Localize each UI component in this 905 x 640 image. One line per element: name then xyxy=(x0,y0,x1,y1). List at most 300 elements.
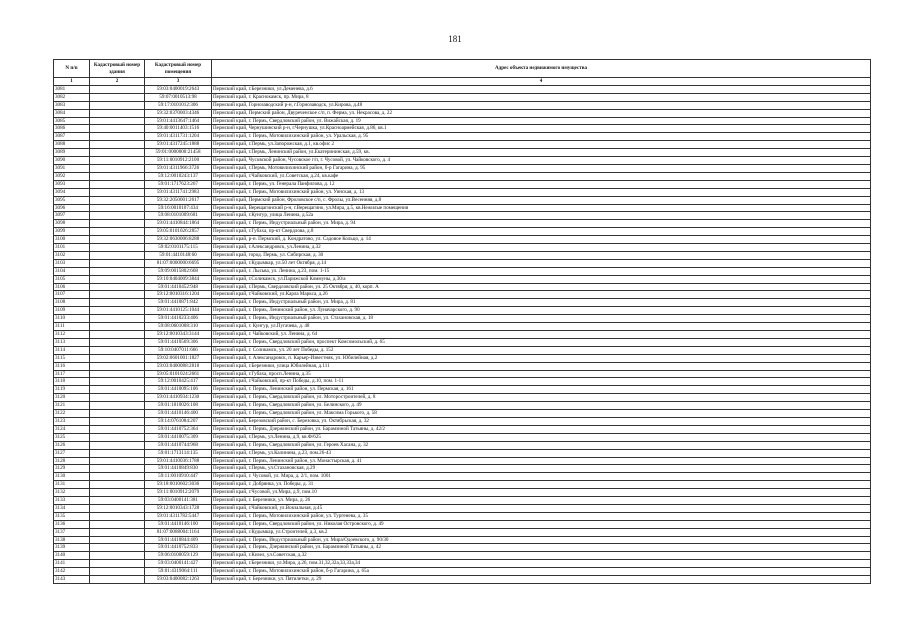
building-cadastral-number xyxy=(90,497,145,505)
premises-cadastral-number: 59:12:0010425:417 xyxy=(145,378,212,386)
property-address: Пермский край, г. Пермь, Свердловский район, проспект Комсомольский, д. 65 xyxy=(212,338,871,346)
property-address: Пермский край, г. Пермь, Свердловский район, ул. Вижайская, д. 19 xyxy=(212,117,871,125)
building-cadastral-number xyxy=(90,520,145,528)
property-address: Пермский край, г. Пермь, Мотовилихинский район, ул. Уинская, д. 13 xyxy=(212,188,871,196)
premises-cadastral-number: 59:05:0101026:2857 xyxy=(145,228,212,236)
property-address: Пермский край, г. Пермь, Свердловский район, ул. Моторостроителей, д. 8 xyxy=(212,394,871,402)
building-cadastral-number xyxy=(90,109,145,117)
premises-cadastral-number: 81:07:0000000:6695 xyxy=(145,259,212,267)
property-address: Пермский край, г. Пермь, Индустриальный район, ул. Мира, д. 81 xyxy=(212,299,871,307)
building-cadastral-number xyxy=(90,449,145,457)
building-cadastral-number xyxy=(90,259,145,267)
premises-cadastral-number: 59:01:4413647:1464 xyxy=(145,117,212,125)
table-row xyxy=(54,386,871,394)
table-row xyxy=(54,473,871,481)
row-number: 3109 xyxy=(54,307,90,315)
property-address: Пермский край, г. Пермь, Мотовилихинский район, б-р Гагарина, д. 65а xyxy=(212,568,871,576)
premises-cadastral-number: 59:01:4410844:1864 xyxy=(145,220,212,228)
table-row xyxy=(54,417,871,425)
premises-cadastral-number: 59:01:4410036:1788 xyxy=(145,457,212,465)
row-number: 3086 xyxy=(54,125,90,133)
premises-cadastral-number: 59:14:0761084:207 xyxy=(145,417,212,425)
building-cadastral-number xyxy=(90,93,145,101)
building-cadastral-number xyxy=(90,338,145,346)
row-number: 3140 xyxy=(54,552,90,560)
premises-cadastral-number: 59:01:4410844:409 xyxy=(145,536,212,544)
table-row xyxy=(54,568,871,576)
property-address: Пермский край, г. Добрянка, ул. Победы, д. 31 xyxy=(212,481,871,489)
row-number: 3112 xyxy=(54,331,90,339)
row-number: 3114 xyxy=(54,346,90,354)
row-number: 3134 xyxy=(54,504,90,512)
building-cadastral-number xyxy=(90,85,145,93)
table-row xyxy=(54,117,871,125)
table-row xyxy=(54,299,871,307)
table-row xyxy=(54,528,871,536)
column-number: 3 xyxy=(145,78,212,86)
building-cadastral-number xyxy=(90,172,145,180)
building-cadastral-number xyxy=(90,283,145,291)
building-cadastral-number xyxy=(90,370,145,378)
building-cadastral-number xyxy=(90,251,145,259)
building-cadastral-number xyxy=(90,133,145,141)
premises-cadastral-number: 59:03:0400141:427 xyxy=(145,560,212,568)
property-address: Пермский край, Верещагинский р-н, г.Верещагино, ул.Мира, д.5, кв.Нежилые помещения xyxy=(212,204,871,212)
table-row xyxy=(54,109,871,117)
column-number: 4 xyxy=(212,78,871,86)
table-row xyxy=(54,307,871,315)
property-address: Пермский край, г. Пермь, Ленинский район, ул. Пермская, д. 161 xyxy=(212,386,871,394)
table-row xyxy=(54,536,871,544)
premises-cadastral-number: 59:32:0630006:8288 xyxy=(145,236,212,244)
building-cadastral-number xyxy=(90,568,145,576)
row-number: 3091 xyxy=(54,164,90,172)
property-address: Пермский край, г.Березники, улица Юбилейная, д.111 xyxy=(212,362,871,370)
building-cadastral-number xyxy=(90,291,145,299)
building-cadastral-number xyxy=(90,228,145,236)
row-number: 3129 xyxy=(54,465,90,473)
table-row xyxy=(54,212,871,220)
row-number: 3133 xyxy=(54,497,90,505)
property-address: Пермский край, г.Губаха, просп.Ленина, д.35 xyxy=(212,370,871,378)
premises-cadastral-number: 59:12:0010343:3144 xyxy=(145,331,212,339)
building-cadastral-number xyxy=(90,417,145,425)
property-address: Пермский край, Чусовской район, Чусовское г/п, г. Чусовой, ул. Чайковского, д. 4 xyxy=(212,157,871,165)
building-cadastral-number xyxy=(90,512,145,520)
building-cadastral-number xyxy=(90,331,145,339)
row-number: 3103 xyxy=(54,259,90,267)
table-row xyxy=(54,354,871,362)
row-number: 3130 xyxy=(54,473,90,481)
premises-cadastral-number: 59:01:4410146:400 xyxy=(145,410,212,418)
property-address: Пермский край, г. Пермь, ул. Генерала Панфилова, д. 12 xyxy=(212,180,871,188)
property-address: Пермский край, г.Чайковский, ул.Вокзальная, д.45 xyxy=(212,504,871,512)
table-row xyxy=(54,441,871,449)
building-cadastral-number xyxy=(90,117,145,125)
premises-cadastral-number: 59:07:0010513:98 xyxy=(145,93,212,101)
building-cadastral-number xyxy=(90,267,145,275)
table-row xyxy=(54,394,871,402)
row-number: 3139 xyxy=(54,544,90,552)
table-row xyxy=(54,141,871,149)
premises-cadastral-number: 59:32:2050001:2617 xyxy=(145,196,212,204)
building-cadastral-number xyxy=(90,354,145,362)
table-row xyxy=(54,157,871,165)
premises-cadastral-number: 59:08:0601008:310 xyxy=(145,323,212,331)
table-row xyxy=(54,188,871,196)
row-number: 3141 xyxy=(54,560,90,568)
row-number: 3083 xyxy=(54,101,90,109)
row-number: 3131 xyxy=(54,481,90,489)
row-number: 3105 xyxy=(54,275,90,283)
row-number: 3138 xyxy=(54,536,90,544)
property-address: Пермский край, г. Пермь, Дзержинский район, ул. Барамзиной Татьяны, д. 42/2 xyxy=(212,425,871,433)
property-address: Пермский край, г.Чайковский, ул.Советская, д.24, кв.кафе xyxy=(212,172,871,180)
property-address: Пермский край, г. Пермь, Ленинский район, ул. Монастырская, д. 41 xyxy=(212,457,871,465)
header-building-cadastral: Кадастровый номер здания xyxy=(90,60,145,78)
property-address: Пермский край, р-н. Пермский, д. Кондратово, ул. Садовое Кольцо, д. 14 xyxy=(212,236,871,244)
building-cadastral-number xyxy=(90,410,145,418)
premises-cadastral-number: 59:01:4410452:948 xyxy=(145,283,212,291)
row-number: 3116 xyxy=(54,362,90,370)
property-address: Пермский край, г. Березники, ул. Пятилетки, д. 29 xyxy=(212,576,871,584)
table-row xyxy=(54,283,871,291)
building-cadastral-number xyxy=(90,386,145,394)
row-number: 3115 xyxy=(54,354,90,362)
building-cadastral-number xyxy=(90,576,145,584)
premises-cadastral-number: 59:01:4410095:106 xyxy=(145,386,212,394)
table-row xyxy=(54,93,871,101)
property-address: Пермский край, г.Пермь, Свердловский район, ул. 25 Октября, д. 40, корп. А xyxy=(212,283,871,291)
header-premises-cadastral: Кадастровый номер помещения xyxy=(145,60,212,78)
building-cadastral-number xyxy=(90,236,145,244)
row-number: 3101 xyxy=(54,244,90,252)
table-row xyxy=(54,378,871,386)
column-number-row xyxy=(54,78,871,86)
table-row xyxy=(54,576,871,584)
premises-cadastral-number: 59:02:0601001:1827 xyxy=(145,354,212,362)
property-address: Пермский край, г.Пермь, ул.Ленина, д.9, кв.Ф/625 xyxy=(212,433,871,441)
table-row xyxy=(54,425,871,433)
premises-cadastral-number: 59:09:0015802:668 xyxy=(145,267,212,275)
row-number: 3107 xyxy=(54,291,90,299)
premises-cadastral-number: 59:01:0000000:21458 xyxy=(145,149,212,157)
building-cadastral-number xyxy=(90,528,145,536)
table-row xyxy=(54,204,871,212)
row-number: 3118 xyxy=(54,378,90,386)
table-row xyxy=(54,251,871,259)
table-row xyxy=(54,101,871,109)
building-cadastral-number xyxy=(90,433,145,441)
building-cadastral-number xyxy=(90,362,145,370)
row-number: 3113 xyxy=(54,338,90,346)
property-address: Пермский край, г. Лысьва, ул. Ленина, д.23, пом. 1-15 xyxy=(212,267,871,275)
property-address: Пермский край, г.Чусовой, ул.Мира, д.9, пом.10 xyxy=(212,489,871,497)
property-address: Пермский край, г.Кизел, ул.Советская, д.32 xyxy=(212,552,871,560)
building-cadastral-number xyxy=(90,125,145,133)
table-row xyxy=(54,410,871,418)
property-address: Пермский край, г.Соликамск, ул.Парижской Коммуны, д.30/а xyxy=(212,275,871,283)
premises-cadastral-number: 59:01:4410148:60 xyxy=(145,251,212,259)
column-number: 2 xyxy=(90,78,145,86)
property-address: Пермский край, г.Пермь, Ленинский район, ул.Екатерининская, д.59, кв. xyxy=(212,149,871,157)
premises-cadastral-number: 59:03:0400082:1263 xyxy=(145,576,212,584)
premises-cadastral-number: 59:17:0101012:306 xyxy=(145,101,212,109)
table-row xyxy=(54,267,871,275)
table-row xyxy=(54,315,871,323)
premises-cadastral-number: 59:01:4319064:111 xyxy=(145,568,212,576)
table-row xyxy=(54,149,871,157)
row-number: 3085 xyxy=(54,117,90,125)
row-number: 3125 xyxy=(54,433,90,441)
property-address: Пермский край, г.Кудымкар, ул.50 лет Октября, д.14 xyxy=(212,259,871,267)
row-number: 3117 xyxy=(54,370,90,378)
row-number: 3081 xyxy=(54,85,90,93)
building-cadastral-number xyxy=(90,552,145,560)
premises-cadastral-number: 59:16:0010107:434 xyxy=(145,204,212,212)
row-number: 3100 xyxy=(54,236,90,244)
row-number: 3104 xyxy=(54,267,90,275)
row-number: 3110 xyxy=(54,315,90,323)
premises-cadastral-number: 59:01:4410871:842 xyxy=(145,299,212,307)
table-row xyxy=(54,220,871,228)
premises-cadastral-number: 59:01:4410075:309 xyxy=(145,433,212,441)
property-address: Пермский край, г.Чайковский, пр-кт Победы, д.10, пом. 1-11 xyxy=(212,378,871,386)
building-cadastral-number xyxy=(90,441,145,449)
table-row xyxy=(54,520,871,528)
property-address: Пермский край, Пермский район, Двуреченское с/п, п. Ферма, ул. Некрасова, д. 22 xyxy=(212,109,871,117)
building-cadastral-number xyxy=(90,101,145,109)
table-row xyxy=(54,457,871,465)
premises-cadastral-number: 59:01:4311741:2983 xyxy=(145,188,212,196)
building-cadastral-number xyxy=(90,244,145,252)
row-number: 3099 xyxy=(54,228,90,236)
premises-cadastral-number: 81:07:0088004:1164 xyxy=(145,528,212,536)
premises-cadastral-number: 59:12:0010343:1728 xyxy=(145,504,212,512)
table-row xyxy=(54,346,871,354)
building-cadastral-number xyxy=(90,188,145,196)
table-row xyxy=(54,85,871,93)
premises-cadastral-number: 59:01:4317245:1888 xyxy=(145,141,212,149)
property-address: Пермский край, г.Пермь, Мотовилихинский район, б-р Гагарина, д. 95 xyxy=(212,164,871,172)
property-registry-table xyxy=(53,59,871,584)
row-number: 3111 xyxy=(54,323,90,331)
row-number: 3090 xyxy=(54,157,90,165)
premises-cadastral-number: 59:01:4311731:1204 xyxy=(145,133,212,141)
table-row xyxy=(54,504,871,512)
table-row xyxy=(54,497,871,505)
property-address: Пермский край, г. Пермь, Индустриальный район, ул. Мира, д. 94 xyxy=(212,220,871,228)
property-address: Пермский край, г. Пермь, Индустриальный район, ул. Мира/Одоевского, д. 90/30 xyxy=(212,536,871,544)
property-address: Пермский край, Пермский район, Фроловское с/п, с. Фролы, ул.Весенняя, д.8 xyxy=(212,196,871,204)
property-address: Пермский край, г.Березники, ул.Мира, д.26, пом.31,32,32а,33,33а,34 xyxy=(212,560,871,568)
property-address: Пермский край, г. Пермь, Дзержинский район, ул. Барамзиной Татьяны, д. 42 xyxy=(212,544,871,552)
building-cadastral-number xyxy=(90,204,145,212)
premises-cadastral-number: 59:03:0400141:381 xyxy=(145,497,212,505)
table-row xyxy=(54,323,871,331)
table-row xyxy=(54,228,871,236)
building-cadastral-number xyxy=(90,489,145,497)
table-row xyxy=(54,164,871,172)
property-address: Пермский край, г.Кунгур, улица Ленина, д.52а xyxy=(212,212,871,220)
premises-cadastral-number: 59:12:0010243:137 xyxy=(145,172,212,180)
row-number: 3093 xyxy=(54,180,90,188)
row-number: 3119 xyxy=(54,386,90,394)
premises-cadastral-number: 59:10:0404009:3844 xyxy=(145,275,212,283)
row-number: 3095 xyxy=(54,196,90,204)
premises-cadastral-number: 59:10:0407011:666 xyxy=(145,346,212,354)
premises-cadastral-number: 59:02:0101175:115 xyxy=(145,244,212,252)
property-address: Пермский край, г. Краснокамск, пр. Мира, 8 xyxy=(212,93,871,101)
property-address: Пермский край, Горнозаводский р-н, г.Горнозаводск, ул.Кирова, д.48 xyxy=(212,101,871,109)
property-address: Пермский край, г. Пермь, Свердловский район, ул. Максима Горького, д. 58 xyxy=(212,410,871,418)
premises-cadastral-number: 59:05:0101024:2661 xyxy=(145,370,212,378)
property-address: Пермский край, город. Пермь, ул. Сибирская, д. 30 xyxy=(212,251,871,259)
property-address: Пермский край, г. Пермь, Мотовилихинский район, ул. Уральская, д. 95 xyxy=(212,133,871,141)
property-address: Пермский край, г.Губаха, пр-кт Свердлова, д.8 xyxy=(212,228,871,236)
property-address: Пермский край, г. Александровск, п. Карьер-Известняк, ул. Юбилейная, д.2 xyxy=(212,354,871,362)
property-address: Пермский край, г. Пермь, Свердловский район, ул. Николая Островского, д. 49 xyxy=(212,520,871,528)
row-number: 3106 xyxy=(54,283,90,291)
property-address: Пермский край, г. Соликамск, ул. 20 лет Победы, д. 152 xyxy=(212,346,871,354)
row-number: 3102 xyxy=(54,251,90,259)
premises-cadastral-number: 59:01:4410849:830 xyxy=(145,465,212,473)
row-number: 3124 xyxy=(54,425,90,433)
premises-cadastral-number: 59:01:1810026:108 xyxy=(145,402,212,410)
table-row xyxy=(54,259,871,267)
page-number: 181 xyxy=(448,34,462,44)
building-cadastral-number xyxy=(90,544,145,552)
premises-cadastral-number: 59:01:1717623:267 xyxy=(145,180,212,188)
premises-cadastral-number: 59:01:4410752:833 xyxy=(145,544,212,552)
table-row xyxy=(54,433,871,441)
table-body xyxy=(54,85,871,583)
property-address: Пермский край, г.Березники, ул.Деменева, д.6 xyxy=(212,85,871,93)
table-row xyxy=(54,560,871,568)
premises-cadastral-number: 59:18:0010602:3036 xyxy=(145,481,212,489)
premises-cadastral-number: 59:12:0010316:1204 xyxy=(145,291,212,299)
table-row xyxy=(54,552,871,560)
premises-cadastral-number: 59:01:4410125:1044 xyxy=(145,307,212,315)
row-number: 3098 xyxy=(54,220,90,228)
property-address: Пермский край, г.Пермь, ул.Калинина, д.23, пом.26-43 xyxy=(212,449,871,457)
premises-cadastral-number: 59:06:0100059:129 xyxy=(145,552,212,560)
building-cadastral-number xyxy=(90,164,145,172)
table-row xyxy=(54,544,871,552)
premises-cadastral-number: 59:01:4410146:100 xyxy=(145,520,212,528)
premises-cadastral-number: 59:01:4410752:364 xyxy=(145,425,212,433)
property-address: Пермский край, г.Кудымкар, ул.Строителей, д.3, кв.2 xyxy=(212,528,871,536)
building-cadastral-number xyxy=(90,425,145,433)
row-number: 3088 xyxy=(54,141,90,149)
table-row xyxy=(54,244,871,252)
premises-cadastral-number: 59:01:4410569:306 xyxy=(145,338,212,346)
table-row xyxy=(54,338,871,346)
row-number: 3122 xyxy=(54,410,90,418)
row-number: 3132 xyxy=(54,489,90,497)
row-number: 3084 xyxy=(54,109,90,117)
building-cadastral-number xyxy=(90,315,145,323)
property-address: Пермский край, г. Пермь, Мотовилихинский район, ул. Тургенева, д. 35 xyxy=(212,512,871,520)
property-address: Пермский край, г. Пермь, Свердловский район, ул. Белинского, д. 49 xyxy=(212,402,871,410)
table-row xyxy=(54,481,871,489)
property-address: Пермский край, г. Кунгур, ул.Пугачева, д. 48 xyxy=(212,323,871,331)
table-row xyxy=(54,362,871,370)
table-row xyxy=(54,172,871,180)
table-row xyxy=(54,291,871,299)
property-address: Пермский край, г.Пермь, ул.Стахановская, д.29 xyxy=(212,465,871,473)
premises-cadastral-number: 59:11:0010912:2100 xyxy=(145,157,212,165)
row-number: 3126 xyxy=(54,441,90,449)
property-address: Пермский край, г.Пермь, ул.Запорожская, д.1, кв.офис 2 xyxy=(212,141,871,149)
row-number: 3097 xyxy=(54,212,90,220)
table-row xyxy=(54,133,871,141)
table-row xyxy=(54,125,871,133)
property-address: Пермский край, г.Чайковский, ул.Карла Маркса, д.26 xyxy=(212,291,871,299)
property-address: Пермский край, Березовский район, с. Березовка, ул. Октябрьская, д. 32 xyxy=(212,417,871,425)
building-cadastral-number xyxy=(90,536,145,544)
row-number: 3123 xyxy=(54,417,90,425)
premises-cadastral-number: 59:01:4410744:968 xyxy=(145,441,212,449)
table-row xyxy=(54,465,871,473)
property-address: Пермский край, Чернушинский р-н, г.Чернушка, ул.Красноармейская, д.86, кв.1 xyxy=(212,125,871,133)
building-cadastral-number xyxy=(90,157,145,165)
table-row xyxy=(54,402,871,410)
row-number: 3082 xyxy=(54,93,90,101)
premises-cadastral-number: 59:01:4410233:406 xyxy=(145,315,212,323)
building-cadastral-number xyxy=(90,346,145,354)
building-cadastral-number xyxy=(90,196,145,204)
premises-cadastral-number: 59:01:4410934:1230 xyxy=(145,394,212,402)
column-number: 1 xyxy=(54,78,90,86)
property-address: Пермский край, г.Александровск, ул.Ленина, д.32 xyxy=(212,244,871,252)
row-number: 3092 xyxy=(54,172,90,180)
row-number: 3128 xyxy=(54,457,90,465)
premises-cadastral-number: 59:01:1713114:135 xyxy=(145,449,212,457)
building-cadastral-number xyxy=(90,275,145,283)
row-number: 3135 xyxy=(54,512,90,520)
row-number: 3096 xyxy=(54,204,90,212)
property-address: Пермский край, г. Пермь, Ленинский район, ул. Луначарского, д. 90 xyxy=(212,307,871,315)
building-cadastral-number xyxy=(90,307,145,315)
building-cadastral-number xyxy=(90,504,145,512)
premises-cadastral-number: 59:11:0010910:447 xyxy=(145,473,212,481)
building-cadastral-number xyxy=(90,299,145,307)
property-address: Пермский край, г. Березники, ул. Мира, д. 26 xyxy=(212,497,871,505)
property-address: Пермский край, г. Чайковский, ул. Ленина, д. 64 xyxy=(212,331,871,339)
table-row xyxy=(54,512,871,520)
building-cadastral-number xyxy=(90,394,145,402)
table-row xyxy=(54,489,871,497)
premises-cadastral-number: 59:03:0400019:2643 xyxy=(145,85,212,93)
row-number: 3136 xyxy=(54,520,90,528)
building-cadastral-number xyxy=(90,457,145,465)
table-row xyxy=(54,180,871,188)
row-number: 3120 xyxy=(54,394,90,402)
row-number: 3121 xyxy=(54,402,90,410)
table-row xyxy=(54,275,871,283)
row-number: 3108 xyxy=(54,299,90,307)
property-address: Пермский край, г. Пермь, Индустриальный район, ул. Стахановская, д. 18 xyxy=(212,315,871,323)
building-cadastral-number xyxy=(90,141,145,149)
table-row xyxy=(54,236,871,244)
row-number: 3127 xyxy=(54,449,90,457)
row-number: 3087 xyxy=(54,133,90,141)
building-cadastral-number xyxy=(90,212,145,220)
building-cadastral-number xyxy=(90,473,145,481)
building-cadastral-number xyxy=(90,323,145,331)
table-row xyxy=(54,196,871,204)
